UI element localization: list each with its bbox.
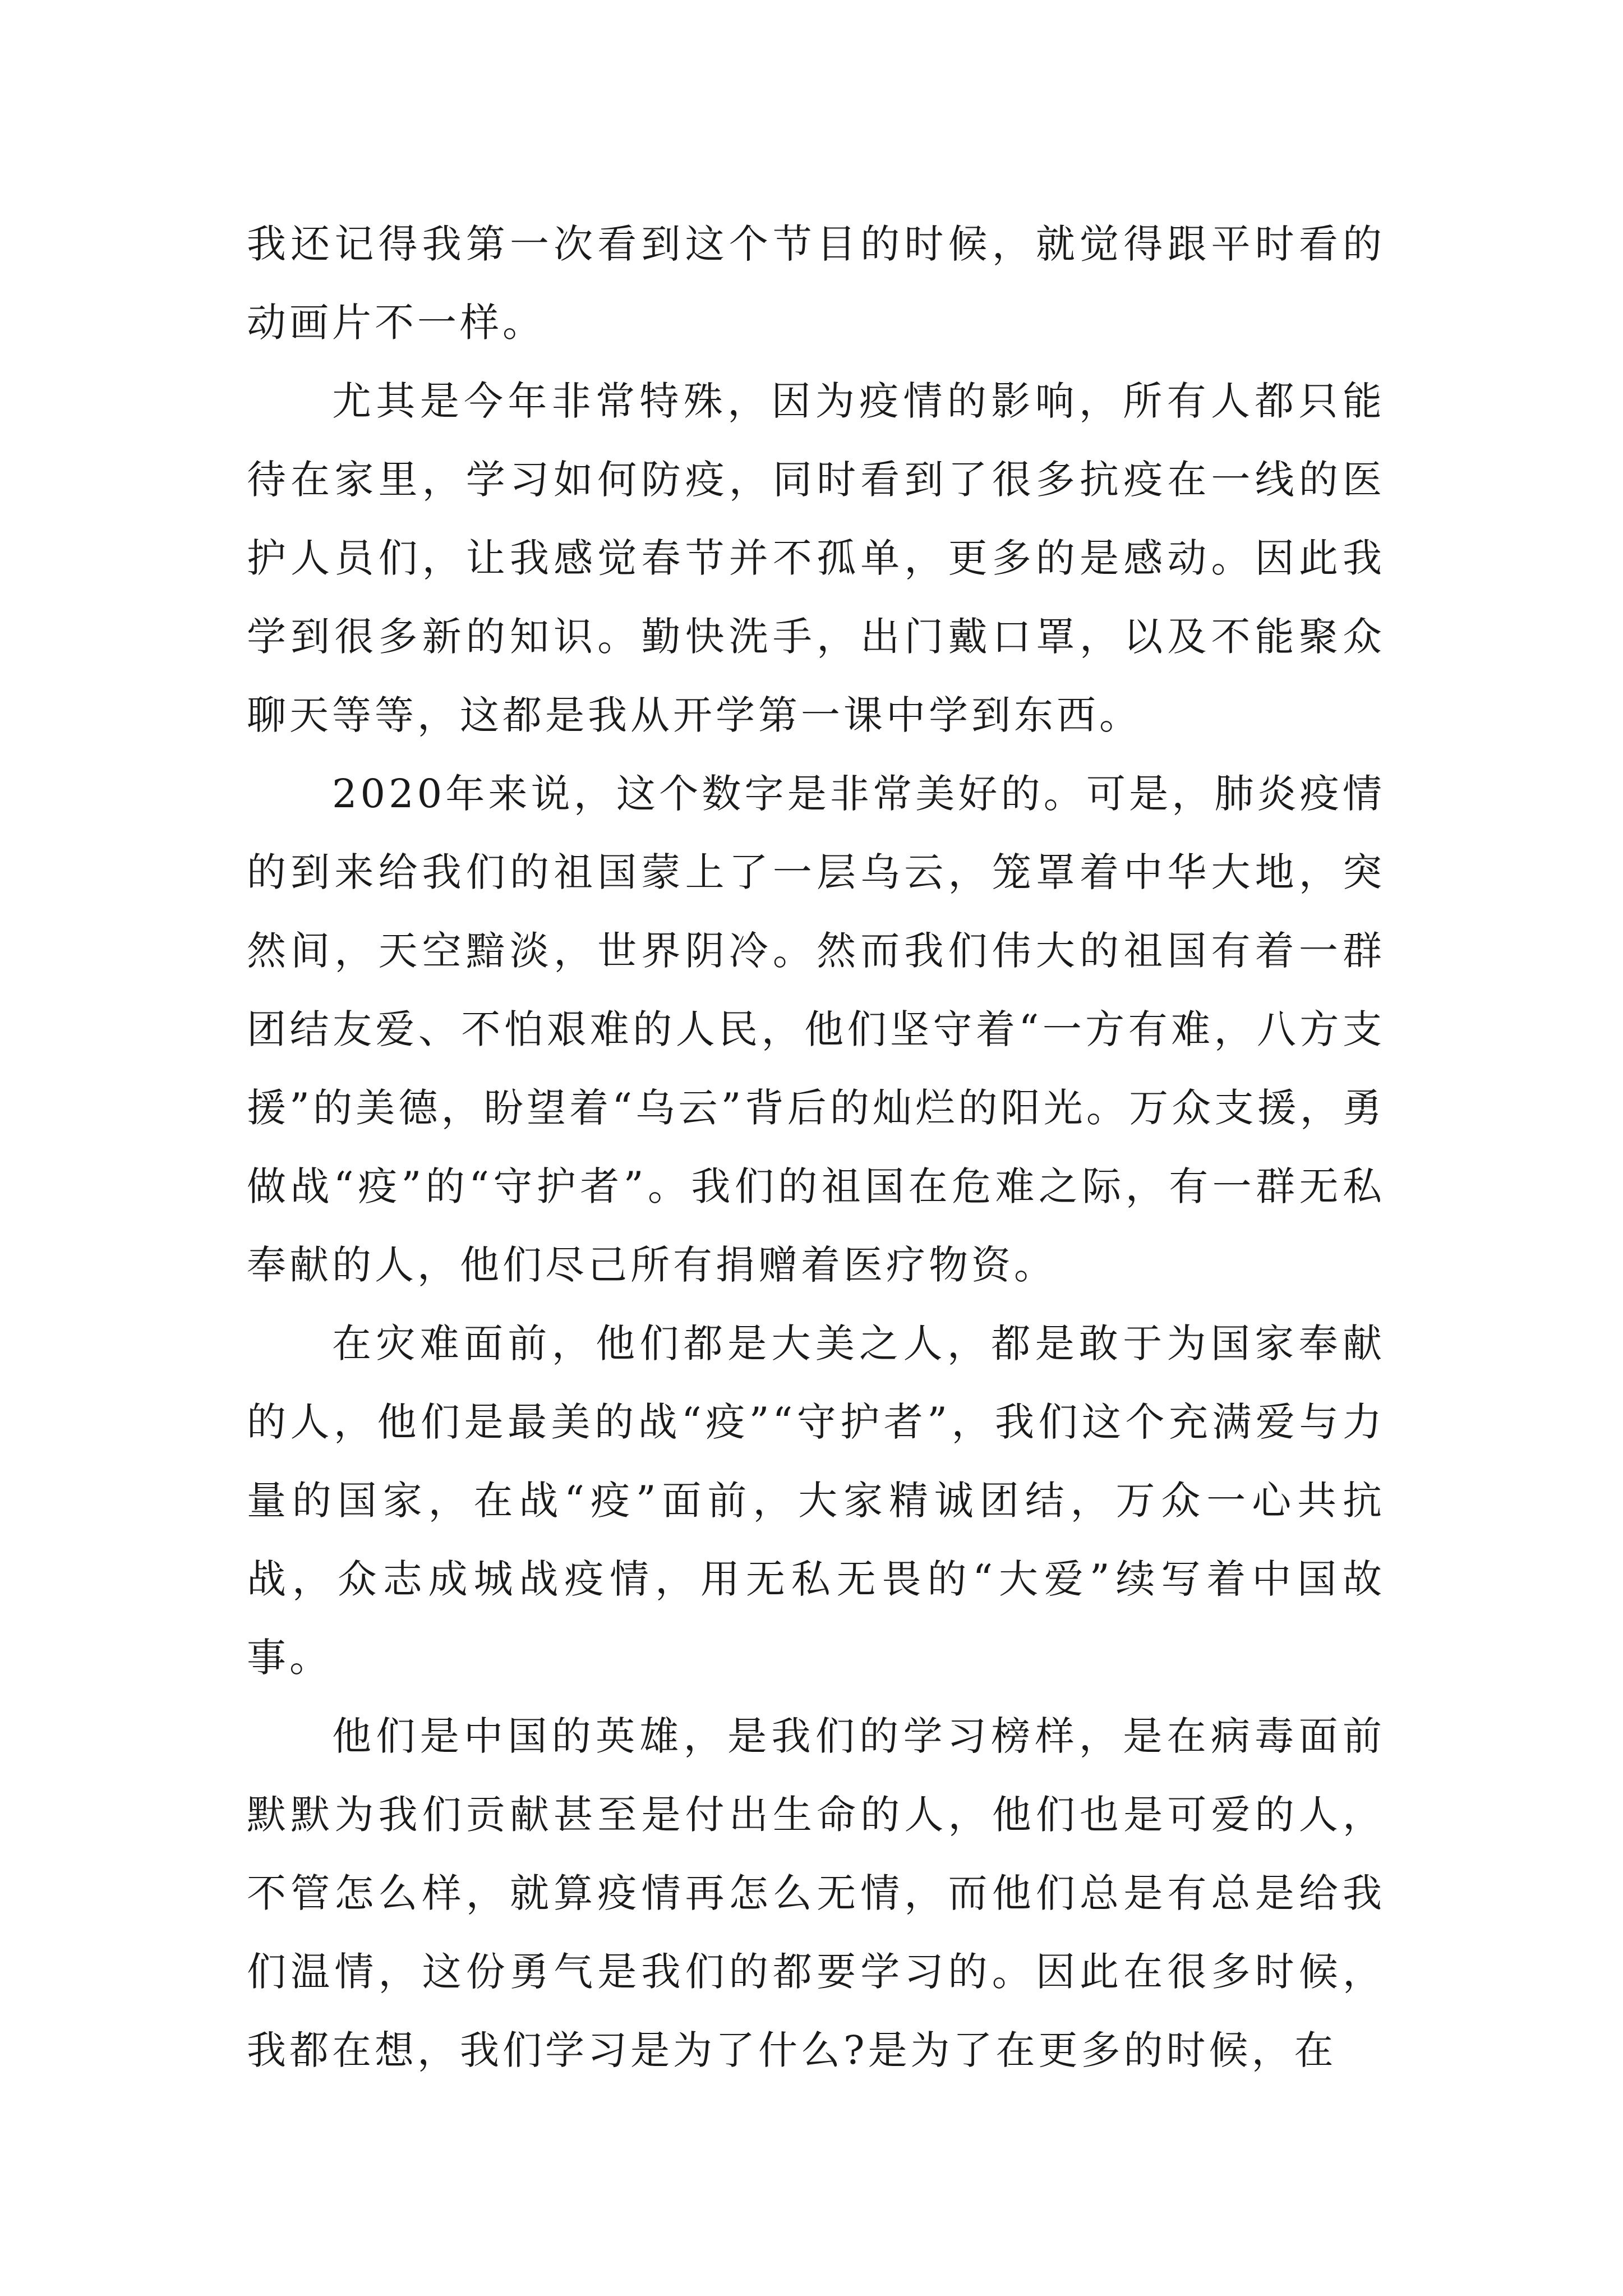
paragraph-4: 在灾难面前，他们都是大美之人，都是敢于为国家奉献的人，他们是最美的战“疫”“守护者”，我们这个充满爱与力量的国家，在战“疫”面前，大家精诚团结，万众一心共抗战，众志成城战疫情，用无私无畏的“大爱”续写着中国故事。 — [247, 1320, 1385, 1681]
paragraph-5: 他们是中国的英雄，是我们的学习榜样，是在病毒面前默默为我们贡献甚至是付出生命的人，他们也是可爱的人，不管怎么样，就算疫情再怎么无情，而他们总是有总是给我们温情，这份勇气是我们的都要学习的。因此在很多时候，我都在想，我们学习是为了什么?是为了在更多的时候，在 — [247, 1713, 1385, 2073]
body-text — [247, 205, 1385, 2090]
paragraph-3: 2020年来说，这个数字是非常美好的。可是，肺炎疫情的到来给我们的祖国蒙上了一层乌云，笼罩着中华大地，突然间，天空黯淡，世界阴冷。然而我们伟大的祖国有着一群团结友爱、不怕艰难的人民，他们坚守着“一方有难，八方支援”的美德，盼望着“乌云”背后的灿烂的阳光。万众支援，勇做战“疫”的“守护者”。我们的祖国在危难之际，有一群无私奉献的人，他们尽己所有捐赠着医疗物资。 — [247, 771, 1385, 1288]
paragraph-2: 尤其是今年非常特殊，因为疫情的影响，所有人都只能待在家里，学习如何防疫，同时看到了很多抗疫在一线的医护人员们，让我感觉春节并不孤单，更多的是感动。因此我学到很多新的知识。勤快洗手，出门戴口罩，以及不能聚众聊天等等，这都是我从开学第一课中学到东西。 — [247, 378, 1385, 738]
paragraph-1: 我还记得我第一次看到这个节目的时候，就觉得跟平时看的动画片不一样。 — [247, 221, 1385, 346]
